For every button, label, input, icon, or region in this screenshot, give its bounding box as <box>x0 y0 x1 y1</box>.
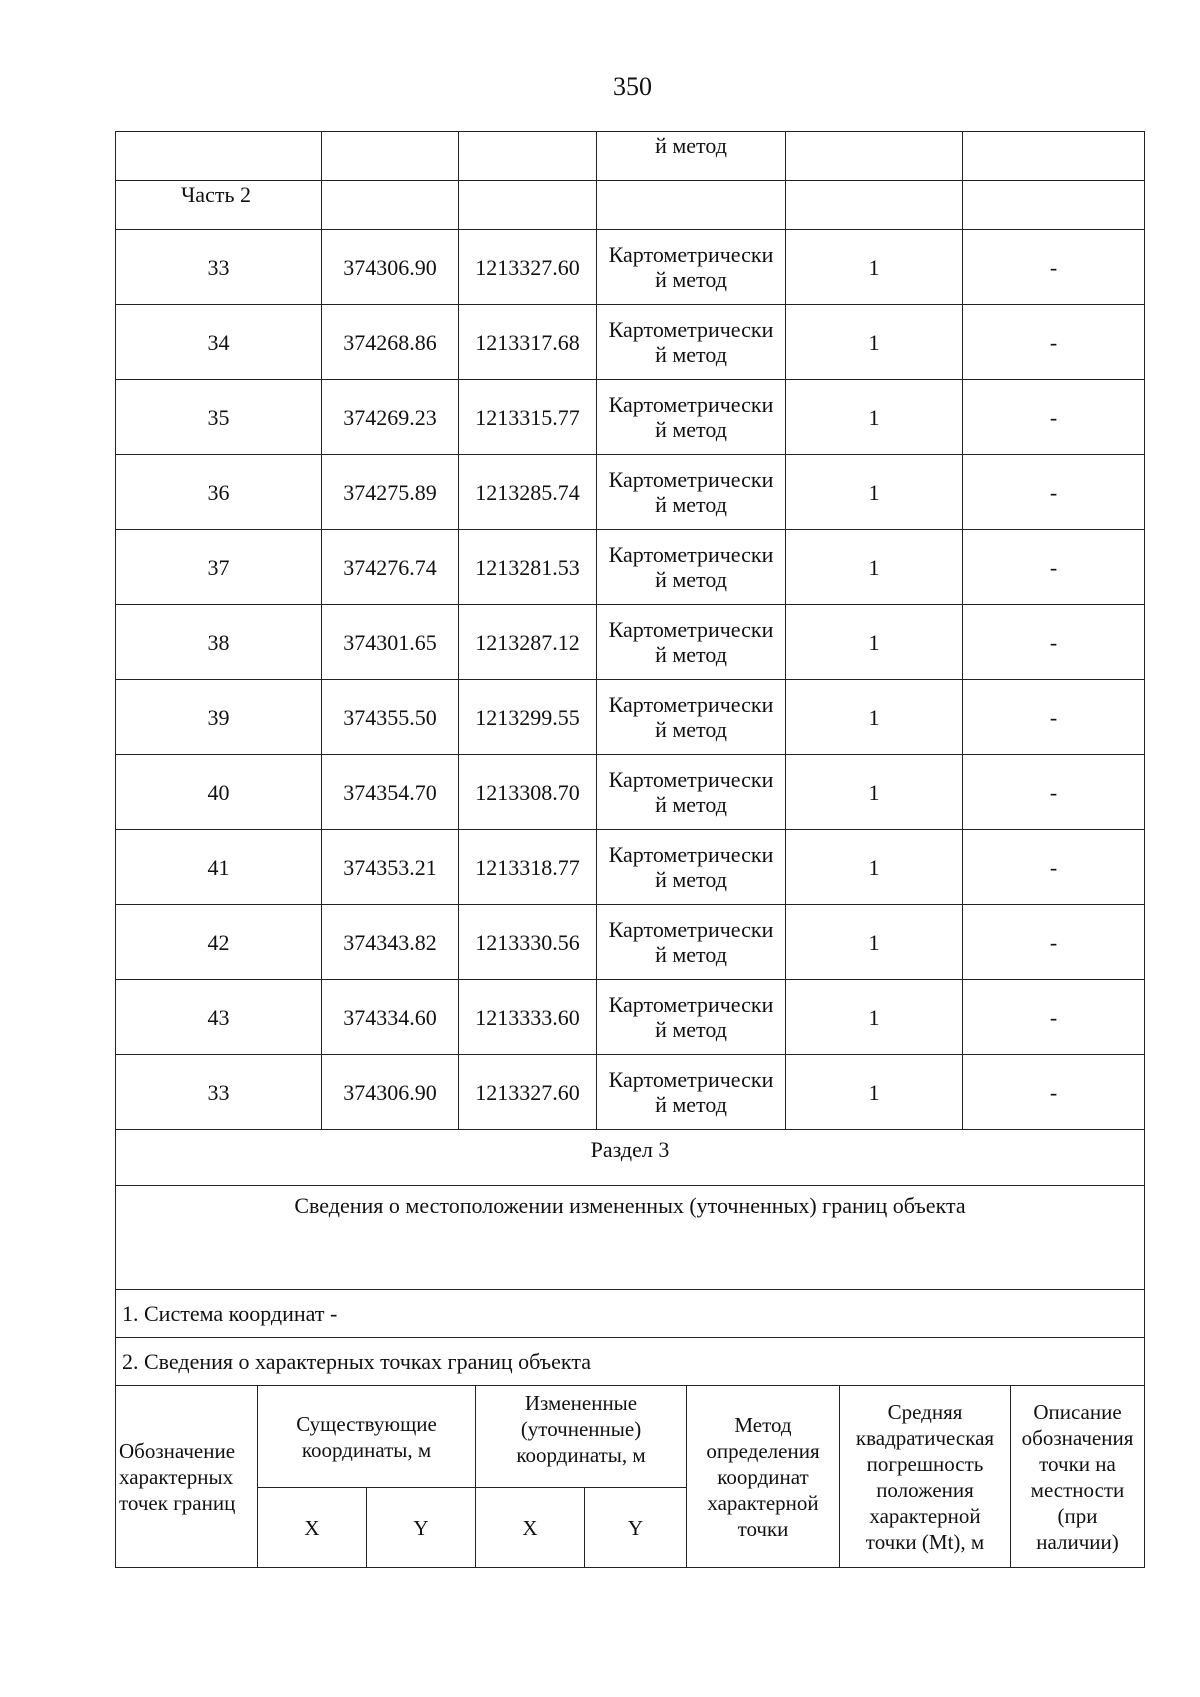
method-line1: Картометрически <box>608 542 774 567</box>
header-line: Существующие <box>296 1411 437 1436</box>
method-line2: й метод <box>655 1017 727 1042</box>
description-cell: - <box>963 1055 1145 1130</box>
accuracy-cell: 1 <box>786 680 963 755</box>
accuracy-cell: 1 <box>786 830 963 905</box>
accuracy-cell: 1 <box>786 980 963 1055</box>
header-line: (уточненные) <box>520 1417 642 1441</box>
y-cell: 1213317.68 <box>459 305 597 380</box>
continuation-row <box>116 132 1145 181</box>
accuracy-cell: 1 <box>786 755 963 830</box>
x-cell: 374353.21 <box>322 830 459 905</box>
method-line1: Картометрически <box>608 617 774 642</box>
header-line: характерной <box>869 1503 981 1528</box>
col-designation <box>116 1386 258 1568</box>
table-row <box>116 1055 1145 1130</box>
method-cell <box>597 680 786 755</box>
header-line: Обозначение <box>119 1438 236 1463</box>
col-description <box>1011 1386 1145 1568</box>
header-line: квадратическая <box>855 1425 995 1450</box>
header-line: обозначения <box>1021 1425 1134 1450</box>
accuracy-cell: 1 <box>786 530 963 605</box>
table-row <box>116 530 1145 605</box>
header-line: Средняя <box>887 1399 963 1424</box>
y-cell: 1213308.70 <box>459 755 597 830</box>
y-cell: 1213315.77 <box>459 380 597 455</box>
header-line: определения <box>706 1438 820 1463</box>
method-line1: Картометрически <box>608 467 774 492</box>
header-line: координаты, м <box>516 1443 646 1467</box>
col-method <box>687 1386 840 1568</box>
accuracy-cell: 1 <box>786 455 963 530</box>
header-line: точки на <box>1039 1451 1116 1476</box>
description-cell: - <box>963 980 1145 1055</box>
method-line2: й метод <box>655 1092 727 1117</box>
method-cell <box>597 530 786 605</box>
section-title-row <box>116 1130 1145 1186</box>
header-line: наличии) <box>1036 1529 1119 1554</box>
method-line2: й метод <box>655 867 727 892</box>
method-line1: Картометрически <box>608 242 774 267</box>
point-cell: 34 <box>116 305 322 380</box>
y-cell: 1213327.60 <box>459 230 597 305</box>
header-line: координат <box>717 1464 809 1489</box>
method-cell: й метод <box>597 132 786 181</box>
point-cell: 40 <box>116 755 322 830</box>
section-subtitle: Сведения о местоположении измененных (уточненных) границ объекта <box>116 1186 1145 1290</box>
description-cell: - <box>963 305 1145 380</box>
method-cell <box>597 1055 786 1130</box>
method-cell <box>597 380 786 455</box>
x-cell: 374268.86 <box>322 305 459 380</box>
method-cell <box>597 230 786 305</box>
x-cell: 374354.70 <box>322 755 459 830</box>
table-row <box>116 680 1145 755</box>
method-line2: й метод <box>655 492 727 517</box>
x-cell: 374276.74 <box>322 530 459 605</box>
section-subtitle-row <box>116 1186 1145 1290</box>
method-line1: Картометрически <box>608 842 774 867</box>
coord-system-row <box>116 1290 1145 1338</box>
y-cell: 1213299.55 <box>459 680 597 755</box>
header-line: погрешность <box>866 1451 984 1476</box>
table-row <box>116 755 1145 830</box>
accuracy-cell: 1 <box>786 905 963 980</box>
method-line1: Картометрически <box>608 992 774 1017</box>
x-cell: 374343.82 <box>322 905 459 980</box>
coordinates-table <box>115 131 1145 1386</box>
accuracy-cell: 1 <box>786 605 963 680</box>
method-cell <box>597 605 786 680</box>
coord-system: 1. Система координат - <box>116 1290 1145 1338</box>
table-row <box>116 980 1145 1055</box>
method-cell <box>597 905 786 980</box>
changed-y: Y <box>585 1488 687 1568</box>
changed-x: X <box>476 1488 585 1568</box>
section-title: Раздел 3 <box>116 1130 1145 1186</box>
existing-y: Y <box>367 1488 476 1568</box>
point-cell: 42 <box>116 905 322 980</box>
method-line2: й метод <box>655 642 727 667</box>
method-line2: й метод <box>655 942 727 967</box>
x-cell: 374334.60 <box>322 980 459 1055</box>
method-line1: Картометрически <box>608 917 774 942</box>
y-cell: 1213281.53 <box>459 530 597 605</box>
point-cell: 43 <box>116 980 322 1055</box>
header-line: характерной <box>707 1490 819 1515</box>
x-cell: 374269.23 <box>322 380 459 455</box>
accuracy-cell: 1 <box>786 1055 963 1130</box>
header-table <box>115 1385 1145 1568</box>
method-cell <box>597 830 786 905</box>
header-line: Измененные <box>524 1391 638 1415</box>
y-cell: 1213330.56 <box>459 905 597 980</box>
method-cell <box>597 980 786 1055</box>
table-row <box>116 380 1145 455</box>
method-line1: Картометрически <box>608 767 774 792</box>
x-cell: 374275.89 <box>322 455 459 530</box>
header-line: Описание <box>1033 1399 1122 1424</box>
x-cell: 374301.65 <box>322 605 459 680</box>
table-row <box>116 830 1145 905</box>
description-cell: - <box>963 605 1145 680</box>
page-number: 350 <box>613 72 652 101</box>
method-cell <box>597 305 786 380</box>
method-line1: Картометрически <box>608 392 774 417</box>
method-line2: й метод <box>655 342 727 367</box>
accuracy-cell: 1 <box>786 305 963 380</box>
point-cell: 37 <box>116 530 322 605</box>
y-cell: 1213287.12 <box>459 605 597 680</box>
point-cell: 39 <box>116 680 322 755</box>
x-cell: 374355.50 <box>322 680 459 755</box>
description-cell: - <box>963 680 1145 755</box>
method-line2: й метод <box>655 267 727 292</box>
header-line: (при <box>1057 1503 1098 1528</box>
header-line: координаты, м <box>301 1437 432 1462</box>
x-cell: 374306.90 <box>322 230 459 305</box>
method-line1: Картометрически <box>608 1067 774 1092</box>
points-info-row <box>116 1338 1145 1386</box>
method-cell <box>597 755 786 830</box>
point-cell: 33 <box>116 230 322 305</box>
col-accuracy <box>840 1386 1011 1568</box>
table-row <box>116 455 1145 530</box>
y-cell: 1213285.74 <box>459 455 597 530</box>
point-cell: 38 <box>116 605 322 680</box>
header-line: Метод <box>734 1412 792 1437</box>
method-line2: й метод <box>655 567 727 592</box>
accuracy-cell: 1 <box>786 230 963 305</box>
x-cell: 374306.90 <box>322 1055 459 1130</box>
table-row <box>116 305 1145 380</box>
y-cell: 1213327.60 <box>459 1055 597 1130</box>
method-cell <box>597 455 786 530</box>
point-cell: 41 <box>116 830 322 905</box>
y-cell: 1213318.77 <box>459 830 597 905</box>
header-line: местности <box>1030 1477 1125 1502</box>
description-cell: - <box>963 230 1145 305</box>
table-row <box>116 905 1145 980</box>
method-line1: Картометрически <box>608 317 774 342</box>
description-cell: - <box>963 380 1145 455</box>
table-row <box>116 230 1145 305</box>
table-row <box>116 605 1145 680</box>
description-cell: - <box>963 455 1145 530</box>
method-line2: й метод <box>655 792 727 817</box>
header-line: точки (Mt), м <box>865 1529 985 1554</box>
header-line: точек границ <box>119 1490 236 1515</box>
method-line1: Картометрически <box>608 692 774 717</box>
description-cell: - <box>963 530 1145 605</box>
method-line2: й метод <box>655 417 727 442</box>
description-cell: - <box>963 755 1145 830</box>
col-existing <box>258 1386 476 1488</box>
point-cell: 36 <box>116 455 322 530</box>
point-cell: 35 <box>116 380 322 455</box>
point-cell: 33 <box>116 1055 322 1130</box>
points-info: 2. Сведения о характерных точках границ объекта <box>116 1338 1145 1386</box>
existing-x: X <box>258 1488 367 1568</box>
header-line: положения <box>876 1477 974 1502</box>
y-cell: 1213333.60 <box>459 980 597 1055</box>
col-changed <box>476 1386 687 1488</box>
description-cell: - <box>963 830 1145 905</box>
header-line: точки <box>737 1516 789 1541</box>
method-line2: й метод <box>655 717 727 742</box>
part-label: Часть 2 <box>116 181 322 230</box>
part-row <box>116 181 1145 230</box>
description-cell: - <box>963 905 1145 980</box>
header-line: характерных <box>119 1464 234 1489</box>
accuracy-cell: 1 <box>786 380 963 455</box>
